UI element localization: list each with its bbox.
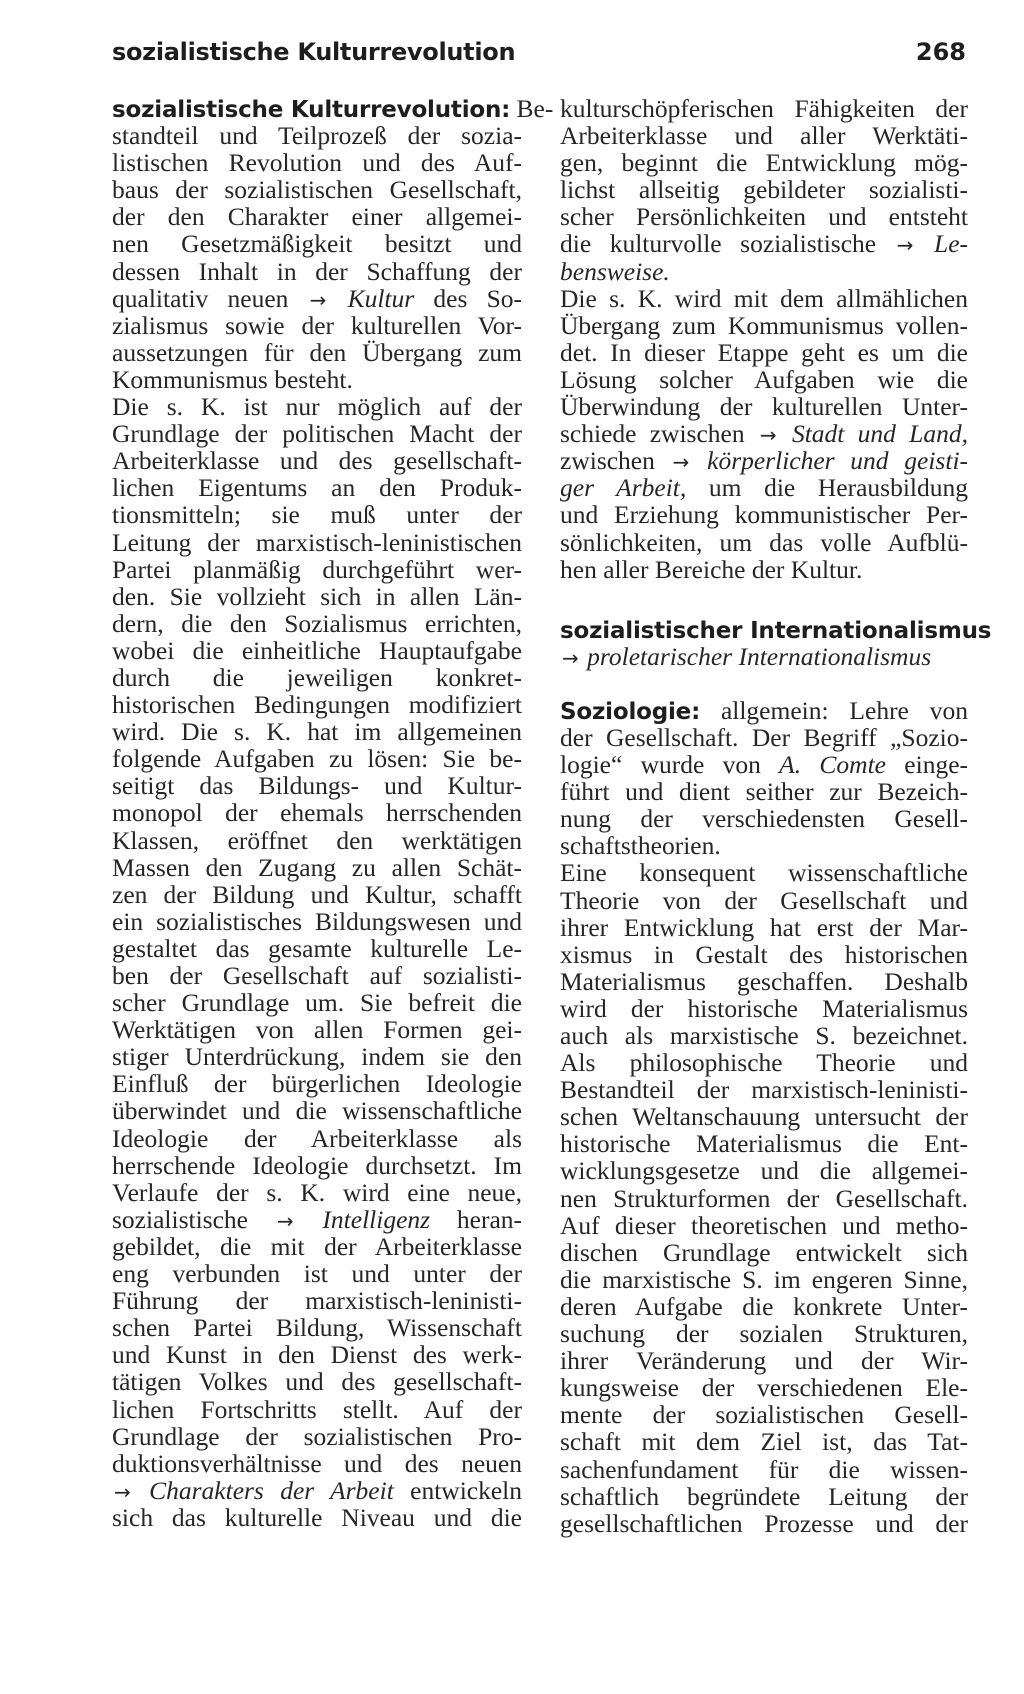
text-line: hen aller Bereiche der Kultur. [560,554,863,584]
text-run: schiede zwischen [560,419,745,449]
text-line: baus der sozialistischen Gesellschaft, [112,175,522,205]
text-line: zialismus sowie der kulturellen Vor- [112,310,522,340]
text-line: Partei planmäßig durchgeführt wer- [112,554,522,584]
text-line: Werktätigen von allen Formen gei- [112,1015,522,1045]
text-line: zen der Bildung und Kultur, schafft [112,879,522,909]
text-line: den. Sie vollzieht sich in allen Län- [112,581,522,611]
text-line: historische Materialismus die Ent- [560,1129,968,1159]
text-line: Auf dieser theoretischen und metho- [560,1210,968,1240]
text-line: gebildet, die mit der Arbeiterklasse [112,1231,522,1261]
text-run: logie“ wurde von [560,750,761,780]
text-line: Als philosophische Theorie und [560,1048,968,1078]
text-line: stiger Unterdrückung, indem sie den [112,1042,522,1072]
text-line: überwindet und die wissenschaftliche [112,1096,522,1126]
text-line: eng verbunden ist und unter der [112,1259,522,1289]
entry-headword-soziologie: Soziologie: [560,698,701,725]
left-column [112,94,554,1532]
person-name-comte: A. Comte [779,750,886,780]
text-line: Materialismus geschaffen. Deshalb [560,966,968,996]
text-line: Führung der marxistisch-leninisti- [112,1286,522,1316]
text-run: allgemein: Lehre von [720,695,968,725]
text-line: der den Charakter einer allgemei- [112,202,522,232]
cross-reference-kultur[interactable]: Kultur [347,283,415,313]
text-line: Theorie von der Gesellschaft und [560,885,968,915]
text-line [560,447,968,474]
text-line: wird. Die s. K. hat im allgemeinen [112,717,522,747]
text-line: Übergang zum Kommunismus vollen- [560,310,968,340]
text-line: Massen den Zugang zu allen Schät- [112,852,522,882]
text-line: herrschende Ideologie durchsetzt. Im [112,1150,522,1180]
text-line: lichst allseitig gebildeter sozialisti- [560,175,968,205]
entry-headword-kulturrevolution: sozialistische Kulturrevolution: [112,97,511,123]
text-line: sachenfundament für die wissen- [560,1454,968,1484]
running-head: sozialistische Kulturrevolution [112,38,516,66]
text-line: Bestandteil der marxistisch-leninisti- [560,1075,968,1105]
text-line: und Erziehung kommunistischer Per- [560,500,968,530]
text-line: wicklungsgesetze und die allgemei- [560,1156,968,1186]
text-line: xismus in Gestalt des historischen [560,939,968,969]
text-line: Kommunismus besteht. [112,364,353,394]
text-run: heran- [456,1204,523,1234]
text-line: sönlichkeiten, um das volle Aufblü- [560,527,968,557]
text-line: lichen Fortschritts stellt. Auf der [112,1394,522,1424]
text-line: und Kunst in den Dienst des werk- [112,1340,522,1370]
text-line: ihrer Entwicklung hat erst der Mar- [560,912,968,942]
text-line: Grundlage der sozialistischen Pro- [112,1421,522,1451]
text-line [112,1477,522,1504]
cross-reference-lebensweise-cont[interactable]: bensweise. [560,256,670,286]
text-line [560,616,992,644]
text-run: entwickeln [410,1475,523,1505]
text-line: kungsweise der verschiedenen Ele- [560,1373,968,1403]
text-run: qualitativ neuen [112,283,289,313]
text-line: Lösung solcher Aufgaben wie die [560,364,968,394]
text-line: ein sozialistisches Bildungswesen und [112,906,522,936]
right-arrow-icon: → [896,233,914,258]
text-line: lichen Eigentums an den Produk- [112,473,522,503]
text-line: gen, beginnt die Entwicklung mög- [560,148,968,178]
cross-reference-proletarischer-internationalismus[interactable]: proletarischer Internationalismus [587,641,932,671]
text-line: Verlaufe der s. K. wird eine neue, [112,1177,522,1207]
text-line: seitigt das Bildungs- und Kultur- [112,771,522,801]
text-line [112,285,522,312]
cross-reference-stadt-und-land[interactable]: Stadt und Land, [791,419,968,449]
text-line: Arbeiterklasse und aller Werktäti- [560,121,968,151]
text-line: scher Persönlichkeiten und entsteht [560,202,968,232]
text-line: Klassen, eröffnet den werktätigen [112,825,522,855]
right-column [560,94,992,1538]
right-arrow-icon: → [672,450,690,475]
text-line: sich das kulturelle Niveau und die [112,1502,522,1532]
text-run: die kulturvolle sozialistische [560,229,877,259]
text-line: schen Weltanschauung untersucht der [560,1102,968,1132]
cross-reference-koerperlicher-arbeit-cont[interactable]: ger Arbeit, [560,473,687,503]
cross-reference-koerperlicher-und-geistiger-arbeit[interactable]: körperlicher und geisti- [707,446,969,476]
text-run: Be- [516,94,554,123]
text-line: deren Aufgabe die konkrete Unter- [560,1291,968,1321]
text-line: führt und dient seither zur Bezeich- [560,777,968,807]
right-arrow-icon: → [309,287,327,312]
text-line: wird der historische Materialismus [560,993,968,1023]
text-line [560,697,968,724]
text-line: duktionsverhältnisse und des neuen [112,1448,522,1478]
text-line: kulturschöpferischen Fähigkeiten der [560,94,968,123]
text-line: wobei die einheitliche Hauptaufgabe [112,635,522,665]
text-line [560,751,968,778]
text-line: historischen Bedingungen modifiziert [112,690,522,720]
text-run: um die Herausbildung [708,473,968,503]
cross-reference-charakters-der-arbeit[interactable]: Charakters der Arbeit [149,1475,394,1505]
right-arrow-icon: → [759,423,777,448]
text-line [112,94,554,123]
page-number: 268 [915,38,966,66]
right-arrow-icon: → [562,645,579,670]
text-line: auch als marxistische S. bezeichnet. [560,1021,968,1050]
text-line: listischen Revolution und des Auf- [112,148,522,178]
text-line: schaftstheorien. [560,831,721,861]
text-line: standteil und Teilprozeß der sozia- [112,121,522,151]
cross-reference-lebensweise[interactable]: Le- [934,229,969,259]
text-line: Ideologie der Arbeiterklasse als [112,1123,522,1153]
text-line: dern, die den Sozialismus errichten, [112,608,522,638]
text-line: suchung der sozialen Strukturen, [560,1319,968,1349]
entry-spacer [560,583,968,616]
text-line [560,643,968,670]
text-line: folgende Aufgaben zu lösen: Sie be- [112,744,522,774]
text-line: Eine konsequent wissenschaftliche [560,858,968,888]
text-run: einge- [904,750,969,780]
text-line: tionsmitteln; sie muß unter der [112,500,522,530]
entry-spacer [560,670,968,697]
text-line: dessen Inhalt in der Schaffung der [112,256,522,286]
text-line: ben der Gesellschaft auf sozialisti- [112,961,522,990]
text-line [560,420,968,447]
text-line: der Gesellschaft. Der Begriff „Sozio- [560,722,968,752]
entry-headword-internationalismus: sozialistischer Internationalismus [560,617,992,644]
text-line: Die s. K. wird mit dem allmählichen [560,283,968,313]
text-line: ihrer Veränderung und der Wir- [560,1346,968,1376]
text-line [560,258,968,285]
text-line: Einfluß der bürgerlichen Ideologie [112,1069,522,1099]
text-line: tätigen Volkes und des gesellschaft- [112,1367,522,1397]
text-line: nung der verschiedensten Gesell- [560,804,968,834]
text-run: sozialistische [112,1204,248,1234]
right-arrow-icon: → [114,1479,131,1504]
text-line [112,1206,522,1233]
text-line: nen Strukturformen der Gesellschaft. [560,1183,968,1213]
text-line: mente der sozialistischen Gesell- [560,1400,968,1430]
text-line: Die s. K. ist nur möglich auf der [112,392,522,422]
text-line: schen Partei Bildung, Wissenschaft [112,1313,522,1343]
text-line: Leitung der marxistisch-leninistischen [112,527,522,557]
text-line [560,230,968,257]
text-line: det. In dieser Etappe geht es um die [560,337,968,367]
text-run: zwischen [560,446,655,476]
text-line: scher Grundlage um. Sie befreit die [112,988,522,1018]
right-arrow-icon: → [276,1208,294,1233]
text-line: Arbeiterklasse und des gesellschaft- [112,446,522,476]
text-line: aussetzungen für den Übergang zum [112,337,522,367]
text-line: durch die jeweiligen konkret- [112,662,522,692]
text-line [560,474,968,501]
text-line: die marxistische S. im engeren Sinne, [560,1264,968,1294]
text-line: gesellschaftlichen Prozesse und der [560,1508,968,1538]
text-line: schaftlich begründete Leitung der [560,1481,968,1511]
text-run: des So- [433,283,523,313]
text-line: monopol der ehemals herrschenden [112,798,522,828]
text-line: gestaltet das gesamte kulturelle Le- [112,933,522,963]
text-line: Grundlage der politischen Macht der [112,419,522,449]
text-line: dischen Grundlage entwickelt sich [560,1237,968,1267]
cross-reference-intelligenz[interactable]: Intelligenz [322,1204,431,1234]
text-line: Überwindung der kulturellen Unter- [560,392,968,422]
text-line: nen Gesetzmäßigkeit besitzt und [112,229,522,259]
text-line: schaft mit dem Ziel ist, das Tat- [560,1427,968,1457]
